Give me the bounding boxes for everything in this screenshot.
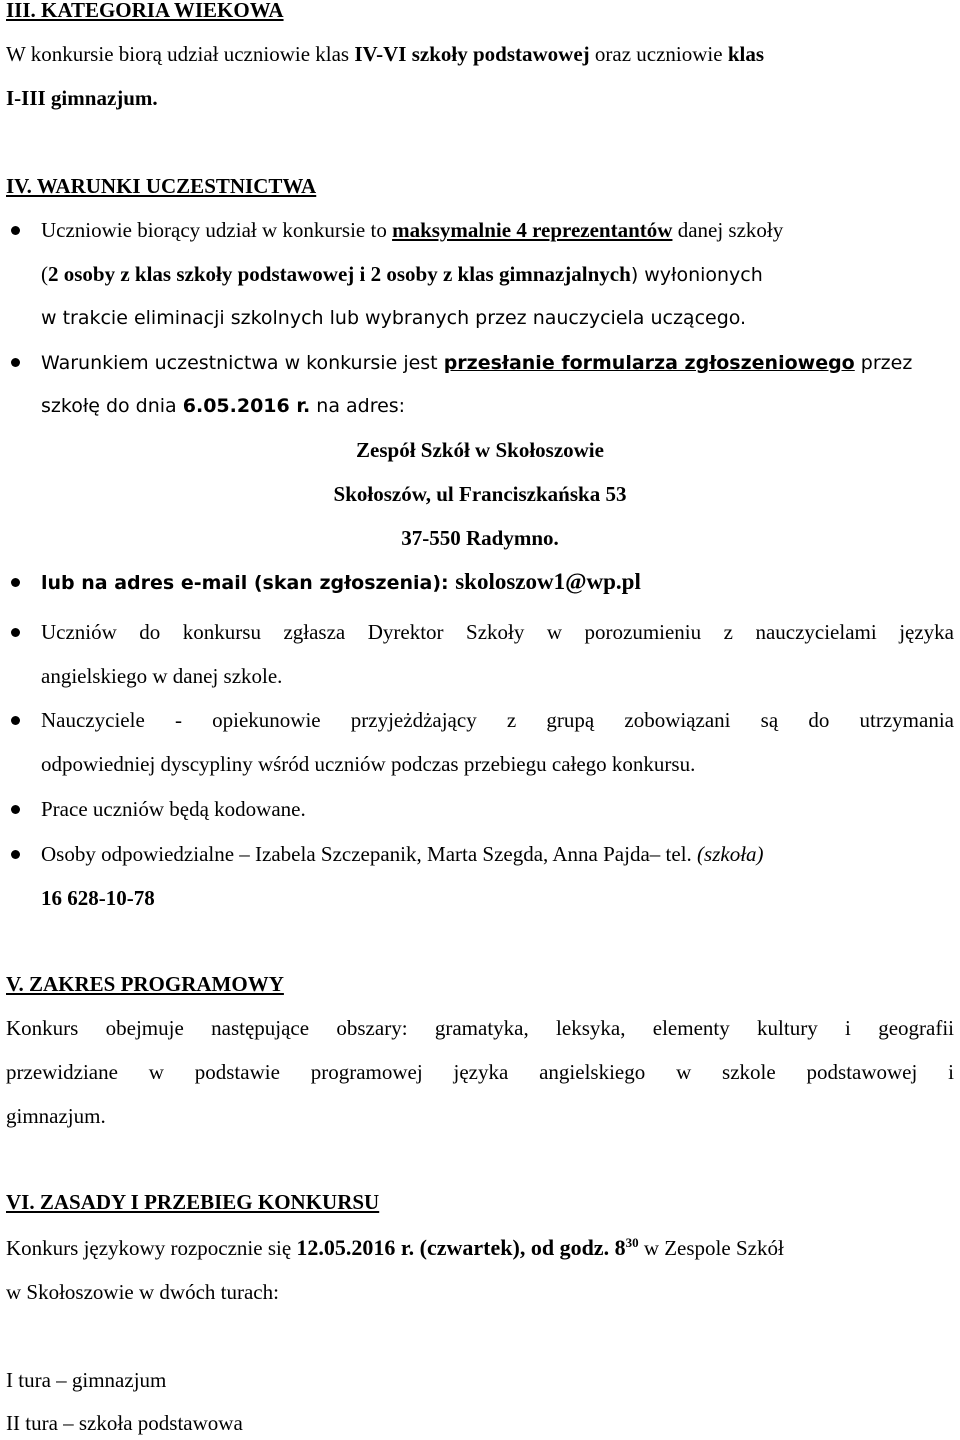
bold-text: 2 osoby z klas szkoły podstawowej i 2 osoby z klas gimnazjalnych [48, 262, 631, 286]
section-6-line-1 [6, 1235, 954, 1261]
section-5-heading: V. ZAKRES PROGRAMOWY [6, 972, 284, 996]
italic-text: (szkoła) [697, 842, 764, 866]
text: Konkurs językowy rozpocznie się [6, 1236, 297, 1260]
text: w Zespole Szkół [638, 1236, 784, 1260]
text: Warunkiem uczestnictwa w konkursie jest [41, 352, 444, 374]
section-6-heading: VI. ZASADY I PRZEBIEG KONKURSU [6, 1190, 380, 1214]
bullet-1-line-2 [41, 261, 954, 287]
section-3-line-1 [6, 41, 954, 67]
section-3-heading: III. KATEGORIA WIEKOWA [6, 0, 284, 22]
text: W konkursie biorą udział uczniowie klas [6, 42, 355, 66]
superscript: 30 [625, 1235, 639, 1250]
bold-text: klas [727, 42, 765, 66]
section-5-line-1: Konkurs obejmuje następujące obszary: gramatyka, leksyka, elementy kultury i geografii [6, 1016, 954, 1040]
bullet-2-line-2 [41, 393, 954, 419]
text: szkołę do dnia [41, 395, 183, 417]
bullet-4-line-1: Uczniów do konkursu zgłasza Dyrektor Szkoły w porozumieniu z nauczycielami języka [41, 620, 954, 644]
bold-underlined-text: przesłanie formularza zgłoszeniowego [443, 352, 855, 374]
section-4-heading: IV. WARUNKI UCZESTNICTWA [6, 174, 317, 198]
bullet-icon [11, 578, 20, 587]
bullet-icon [11, 358, 20, 367]
bullet-5-line-1: Nauczyciele - opiekunowie przyjeżdżający z grupą zobowiązani są do utrzymania [41, 708, 954, 732]
address-line-3: 37-550 Radymno. [401, 526, 559, 550]
bold-underlined-text: maksymalnie 4 reprezentantów [392, 218, 673, 242]
bold-text: 6.05.2016 r. [182, 395, 311, 417]
bullet-4-line-2: angielskiego w danej szkole. [41, 664, 283, 688]
bullet-7-line-1 [41, 841, 954, 867]
bold-text: 12.05.2016 r. (czwartek), od godz. 8 [296, 1235, 626, 1260]
text: danej szkoły [672, 218, 784, 242]
bullet-6-line-1: Prace uczniów będą kodowane. [41, 797, 306, 821]
section-5-line-3: gimnazjum. [6, 1104, 106, 1128]
bullet-1-line-3: w trakcie eliminacji szkolnych lub wybranych przez nauczyciela uczącego. [41, 307, 747, 329]
bullet-icon [11, 628, 20, 637]
text: Uczniowie biorący udział w konkursie to [41, 218, 393, 242]
text: Osoby odpowiedzialne – Izabela Szczepanik, Marta Szegda, Anna Pajda– tel. [41, 842, 698, 866]
tura-2: II tura – szkoła podstawowa [6, 1411, 243, 1435]
text: ) wyłonionych [630, 264, 763, 286]
bullet-3-line-1 [41, 569, 954, 595]
section-5-line-2: przewidziane w podstawie programowej języka angielskiego w szkole podstawowej i [6, 1060, 954, 1084]
text: na adres: [310, 395, 406, 417]
section-6-line-2: w Skołoszowie w dwóch turach: [6, 1280, 279, 1304]
tura-1: I tura – gimnazjum [6, 1368, 167, 1392]
bullet-icon [11, 805, 20, 814]
address-line-2: Skołoszów, ul Franciszkańska 53 [333, 482, 627, 506]
address-line-1: Zespół Szkół w Skołoszowie [356, 438, 604, 462]
bold-text: IV-VI szkoły podstawowej [354, 42, 590, 66]
bullet-icon [11, 716, 20, 725]
bullet-icon [11, 850, 20, 859]
bullet-5-line-2: odpowiedniej dyscypliny wśród uczniów podczas przebiegu całego konkursu. [41, 752, 696, 776]
email-link[interactable]: skoloszow1@wp.pl [455, 569, 641, 594]
text: lub na adres e-mail (skan zgłoszenia): [41, 572, 456, 594]
text: oraz uczniowie [589, 42, 728, 66]
bullet-1-line-1 [41, 217, 954, 243]
bullet-7-line-2: 16 628-10-78 [41, 886, 155, 910]
bullet-icon [11, 226, 20, 235]
text: przez [854, 352, 913, 374]
text: ( [41, 262, 48, 286]
section-3-line-2: I-III gimnazjum. [6, 86, 158, 110]
bullet-2-line-1 [41, 349, 954, 375]
